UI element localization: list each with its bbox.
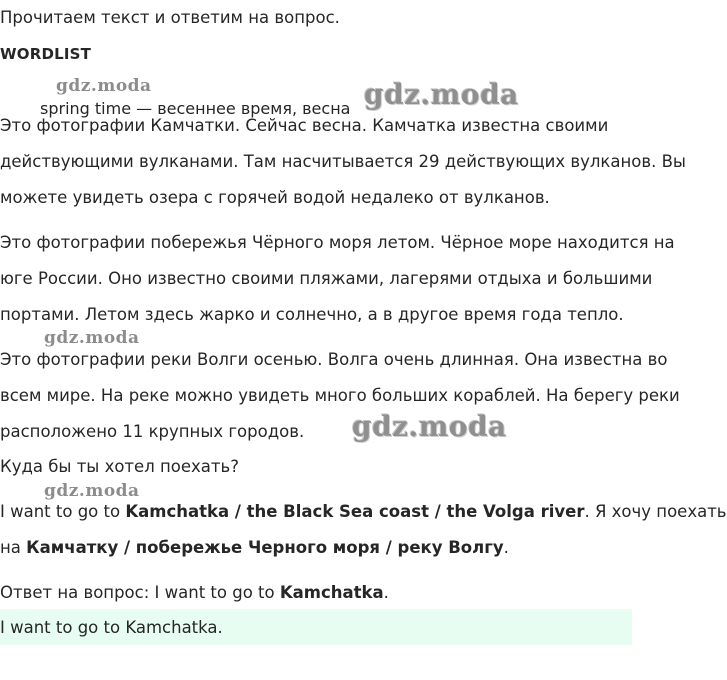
intro-text: Прочитаем текст и ответим на вопрос.	[0, 8, 340, 27]
final-answer-line	[0, 583, 389, 602]
final-answer-prefix: Ответ на вопрос: I want to go to	[0, 583, 280, 602]
paragraph-line: действующими вулканами. Там насчитывается 29 действующих вулканов. Вы	[0, 152, 686, 171]
watermark-logo: gdz.moda	[44, 481, 140, 501]
watermark-logo: gdz.moda	[44, 328, 140, 348]
paragraph-line: Это фотографии побережья Чёрного моря летом. Чёрное море находится на	[0, 233, 675, 252]
answer-options-line	[0, 502, 727, 521]
answer-options-ru: Камчатку / побережье Черного моря / реку Волгу	[26, 538, 504, 557]
paragraph-line: портами. Летом здесь жарко и солнечно, а в другое время года тепло.	[0, 305, 624, 324]
highlighted-answer-box	[0, 609, 632, 645]
paragraph-line: юге России. Оно известно своими пляжами, лагерями отдыха и большими	[0, 269, 653, 288]
final-answer-suffix: .	[383, 583, 389, 602]
watermark-logo: gdz.moda	[56, 76, 152, 96]
wordlist-heading: WORDLIST	[0, 45, 92, 63]
highlighted-answer-text: I want to go to Kamchatka.	[0, 618, 223, 637]
answer-suffix-ru: .	[503, 538, 509, 557]
wordlist-item: spring time — весеннее время, весна	[40, 99, 351, 118]
paragraph-line: расположено 11 крупных городов.	[0, 422, 305, 441]
question-text: Куда бы ты хотел поехать?	[0, 457, 239, 476]
watermark-logo: gdz.moda	[364, 78, 519, 111]
answer-options-line-ru	[0, 538, 509, 557]
paragraph-line: можете увидеть озера с горячей водой недалеко от вулканов.	[0, 188, 550, 207]
watermark-logo: gdz.moda	[352, 410, 507, 443]
answer-prefix-ru: на	[0, 538, 27, 557]
paragraph-line: Это фотографии реки Волги осенью. Волга очень длинная. Она известна во	[0, 350, 668, 369]
paragraph-line: всем мире. На реке можно увидеть много больших кораблей. На берегу реки	[0, 386, 680, 405]
answer-options-en: Kamchatka / the Black Sea coast / the Volga river	[125, 502, 585, 521]
final-answer-value: Kamchatka	[279, 583, 384, 602]
answer-prefix: I want to go to	[0, 502, 126, 521]
answer-suffix: . Я хочу поехать	[584, 502, 727, 521]
paragraph-line: Это фотографии Камчатки. Сейчас весна. Камчатка известна своими	[0, 116, 609, 135]
